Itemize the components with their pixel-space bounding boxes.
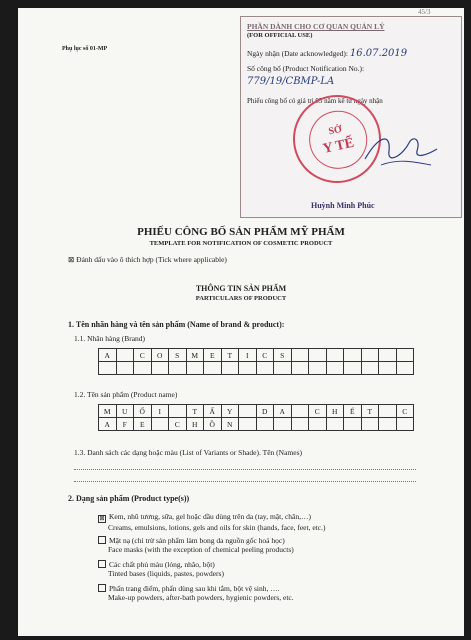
letter-cell [292, 362, 310, 375]
letter-cell [379, 349, 397, 362]
variants-label: 1.3. Danh sách các dạng hoặc màu (List of Variants or Shade). Tên (Names) [74, 448, 302, 457]
letter-cell [152, 362, 170, 375]
letter-cell [257, 418, 275, 431]
letter-cell [239, 405, 257, 418]
letter-cell [292, 349, 310, 362]
letter-cell: A [99, 349, 117, 362]
letter-cell [274, 362, 292, 375]
letter-cell [309, 418, 327, 431]
official-title: PHẦN DÀNH CHO CƠ QUAN QUẢN LÝ [247, 22, 385, 31]
option-vi: Kem, nhũ tương, sữa, gel hoặc dầu dùng trên da (tay, mặt, chân,…) [109, 512, 311, 521]
corner-note: 45/3 [418, 8, 431, 16]
tick-box-icon: ⊠ [68, 255, 75, 264]
letter-cell: Y [222, 405, 240, 418]
tick-note-text: Đánh dấu vào ô thích hợp (Tick where applicable) [76, 255, 227, 264]
letter-cell [309, 349, 327, 362]
tick-note [68, 255, 227, 264]
letter-cell [362, 349, 380, 362]
letter-cell: E [204, 349, 222, 362]
letter-cell: A [274, 405, 292, 418]
letter-cell [327, 418, 345, 431]
letter-cell [344, 362, 362, 375]
letter-cell: M [187, 349, 205, 362]
date-acknowledged [247, 48, 407, 59]
variants-line [74, 469, 416, 470]
official-use-box [240, 16, 462, 218]
letter-cell: Ố [134, 405, 152, 418]
brand-label: 1.1. Nhãn hàng (Brand) [74, 334, 146, 343]
seal-dept: Y TẾ [321, 135, 356, 157]
letter-cell [274, 418, 292, 431]
letter-cell [99, 362, 117, 375]
letter-cell [379, 418, 397, 431]
letter-cell: N [222, 418, 240, 431]
letter-cell: S [169, 349, 187, 362]
section-title: THÔNG TIN SẢN PHẨM [195, 284, 287, 293]
date-label: Ngày nhận (Date acknowledged): [247, 49, 349, 58]
option-item[interactable] [98, 560, 224, 578]
letter-cell [152, 418, 170, 431]
letter-cell: C [257, 349, 275, 362]
question-1: 1. Tên nhãn hàng và tên sản phẩm (Name of brand & product): [68, 320, 285, 329]
letter-cell: Ồ [204, 418, 222, 431]
option-en: Tinted bases (liquids, pastes, powders) [108, 569, 224, 578]
letter-cell: H [327, 405, 345, 418]
letter-cell: H [187, 418, 205, 431]
section-title-en: PARTICULARS OF PRODUCT [195, 295, 287, 302]
signature-icon [361, 125, 441, 175]
form-title-en: TEMPLATE FOR NOTIFICATION OF COSMETIC PRODUCT [149, 240, 333, 247]
letter-cell [362, 418, 380, 431]
option-en: Creams, emulsions, lotions, gels and oils for skin (hands, face, feet, etc.) [108, 523, 326, 532]
letter-cell [204, 362, 222, 375]
product-name-grid [98, 404, 414, 431]
product-name-label: 1.2. Tên sản phẩm (Product name) [74, 390, 178, 399]
letter-cell [327, 362, 345, 375]
letter-cell [239, 418, 257, 431]
option-item[interactable] [98, 584, 294, 602]
letter-cell [222, 362, 240, 375]
letter-cell [187, 362, 205, 375]
letter-cell: C [397, 405, 415, 418]
letter-cell: U [117, 405, 135, 418]
letter-cell: E [134, 418, 152, 431]
seal-org: SỞ [327, 123, 343, 138]
letter-cell [292, 405, 310, 418]
date-value: 16.07.2019 [349, 48, 408, 59]
letter-cell [344, 349, 362, 362]
letter-cell [239, 362, 257, 375]
letter-cell: T [362, 405, 380, 418]
validity-note: Phiếu công bố có giá trị 05 năm kể từ ngày nhận [247, 97, 383, 105]
letter-cell [344, 418, 362, 431]
letter-cell: O [152, 349, 170, 362]
letter-cell: S [274, 349, 292, 362]
option-vi: Phấn trang điểm, phấn dùng sau khi tắm, bột vệ sinh, …. [109, 584, 280, 593]
letter-cell [397, 418, 415, 431]
letter-cell [379, 362, 397, 375]
option-item[interactable] [98, 536, 294, 554]
letter-cell: T [187, 405, 205, 418]
option-item[interactable] [98, 512, 325, 532]
notification-number-label: Số công bố (Product Notification No.): [247, 64, 365, 73]
letter-cell: D [257, 405, 275, 418]
letter-cell [397, 362, 415, 375]
document-page [18, 8, 464, 636]
letter-cell: Ế [344, 405, 362, 418]
form-title: PHIẾU CÔNG BỐ SẢN PHẨM MỸ PHẨM [137, 226, 345, 238]
letter-cell [309, 362, 327, 375]
letter-cell [117, 349, 135, 362]
letter-cell: Ẩ [204, 405, 222, 418]
letter-cell [117, 362, 135, 375]
question-2: 2. Dạng sản phẩm (Product type(s)) [68, 494, 190, 503]
official-subtitle: (FOR OFFICIAL USE) [247, 32, 313, 39]
checkbox-icon[interactable] [98, 560, 106, 568]
letter-cell: F [117, 418, 135, 431]
letter-cell [169, 405, 187, 418]
letter-cell [379, 405, 397, 418]
checkbox-icon[interactable] [98, 536, 106, 544]
signer-name: Huỳnh Minh Phúc [311, 201, 375, 210]
checkbox-checked-icon[interactable]: ⊠ [99, 516, 105, 522]
letter-cell [292, 418, 310, 431]
letter-cell [327, 349, 345, 362]
letter-cell: I [239, 349, 257, 362]
letter-cell: M [99, 405, 117, 418]
letter-cell: C [169, 418, 187, 431]
letter-cell [397, 349, 415, 362]
letter-cell: C [134, 349, 152, 362]
letter-cell [134, 362, 152, 375]
option-en: Face masks (with the exception of chemical peeling products) [108, 545, 294, 554]
variants-line [74, 481, 416, 482]
annex-label: Phụ lục số 01-MP [62, 46, 108, 52]
letter-cell: A [99, 418, 117, 431]
letter-cell [257, 362, 275, 375]
option-en: Make-up powders, after-bath powders, hygienic powders, etc. [108, 593, 294, 602]
notification-number-value: 779/19/CBMP-LA [247, 76, 335, 87]
option-vi: Mặt nạ (chỉ trừ sản phẩm làm bong da nguồn gốc hoá học) [109, 536, 285, 545]
brand-grid [98, 348, 414, 375]
letter-cell [169, 362, 187, 375]
letter-cell: C [309, 405, 327, 418]
letter-cell: T [222, 349, 240, 362]
checkbox-icon[interactable] [98, 584, 106, 592]
option-vi: Các chất phủ màu (lỏng, nhão, bột) [109, 560, 215, 569]
letter-cell [362, 362, 380, 375]
letter-cell: I [152, 405, 170, 418]
